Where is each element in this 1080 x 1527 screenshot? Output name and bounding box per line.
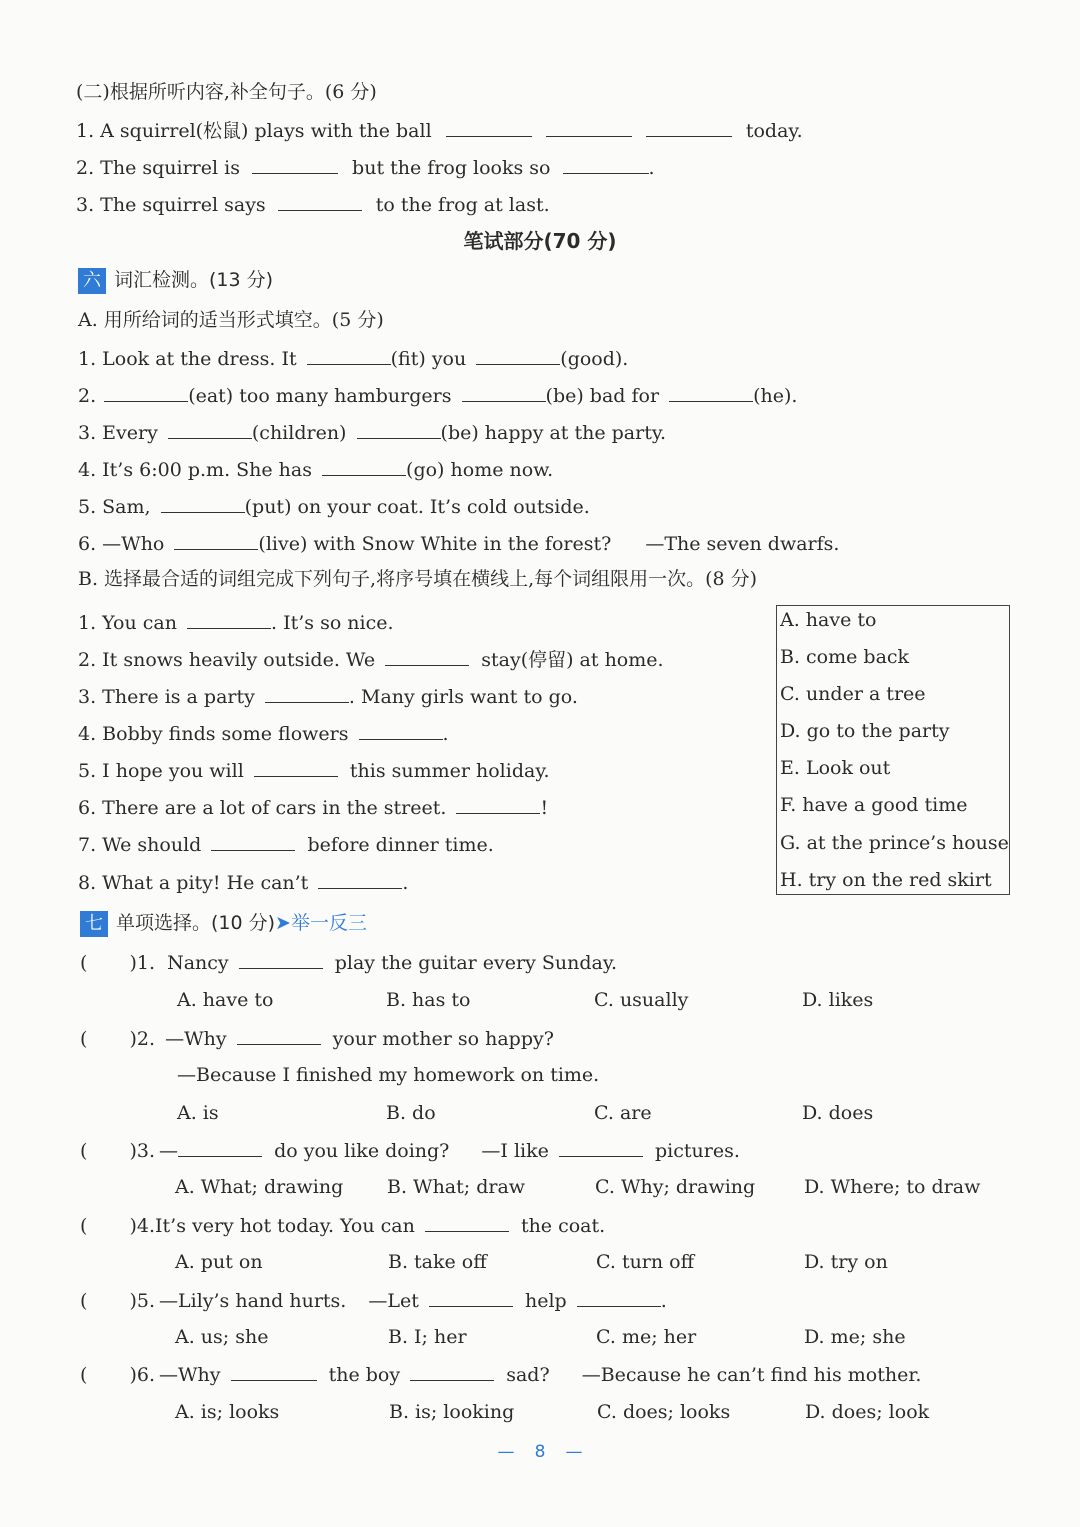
question-text: 6. There are a lot of cars in the street.: [78, 797, 447, 819]
option-c[interactable]: C. me; her: [596, 1326, 697, 1348]
mc-q2: [80, 1026, 554, 1051]
partB-q7: [78, 832, 494, 857]
option-d[interactable]: D. try on: [804, 1251, 888, 1273]
option-c[interactable]: C. does; looks: [597, 1401, 731, 1423]
question-text: the coat.: [520, 1215, 606, 1237]
question-text: (put) on your coat. It’s cold outside.: [244, 496, 590, 518]
question-text: (live) with Snow White in the forest?: [258, 533, 612, 555]
section6-tag: 六: [78, 268, 106, 294]
question-text: 3. There is a party: [78, 686, 255, 708]
answer-blank[interactable]: [187, 610, 271, 629]
section7-header: [80, 911, 367, 937]
option-b[interactable]: B. is; looking: [389, 1401, 515, 1423]
question-text: —Why: [165, 1028, 227, 1050]
mc-q6: [80, 1362, 921, 1387]
answer-blank[interactable]: [357, 420, 441, 439]
question-text: 7. We should: [78, 834, 202, 856]
question-text: 4. It’s 6:00 p.m. She has: [78, 459, 312, 481]
partB-q6: [78, 795, 548, 820]
partA-heading: A. 用所给词的适当形式填空。(5 分): [78, 309, 384, 331]
question-number: )2.: [129, 1028, 156, 1050]
option-c[interactable]: C. are: [594, 1102, 652, 1124]
partA-q3: [78, 420, 666, 445]
question-text: the boy: [328, 1364, 401, 1386]
page-footer: [0, 1439, 1080, 1464]
option-d[interactable]: D. does: [802, 1102, 874, 1124]
answer-blank[interactable]: [410, 1362, 494, 1381]
partA-q1: [78, 346, 628, 371]
mc-q4: [80, 1213, 605, 1238]
question-text: your mother so happy?: [332, 1028, 554, 1050]
question-text: sad?: [506, 1364, 550, 1386]
answer-blank[interactable]: [476, 346, 560, 365]
answer-blank[interactable]: [546, 118, 632, 137]
question-text: Nancy: [167, 952, 229, 974]
option-a[interactable]: A. What; drawing: [175, 1176, 344, 1198]
listening-q1-end: today.: [745, 120, 803, 142]
answer-blank[interactable]: [254, 758, 338, 777]
phrase-option: A. have to: [780, 609, 877, 631]
answer-blank[interactable]: [385, 647, 469, 666]
question-text: .: [402, 872, 409, 894]
listening-q3: [76, 192, 550, 217]
partB-q1: [78, 610, 394, 635]
question-text: (fit) you: [390, 348, 467, 370]
question-number: )1.: [129, 952, 156, 974]
mc-q5: [80, 1288, 667, 1313]
answer-blank[interactable]: [211, 832, 295, 851]
answer-blank[interactable]: [559, 1138, 643, 1157]
partB-q8: [78, 870, 408, 895]
phrase-option: H. try on the red skirt: [780, 869, 992, 891]
question-text: before dinner time.: [307, 834, 494, 856]
question-text: (go) home now.: [406, 459, 554, 481]
question-number: )3.: [129, 1140, 156, 1162]
written-part-title: 笔试部分(70 分): [463, 229, 617, 253]
answer-blank[interactable]: [462, 383, 546, 402]
question-text: 5. Sam,: [78, 496, 151, 518]
listening-heading: (二)根据所听内容,补全句子。(6 分): [76, 81, 377, 103]
question-text: .: [442, 723, 449, 745]
question-text: It’s very hot today. You can: [155, 1215, 415, 1237]
phrase-option: C. under a tree: [780, 683, 926, 705]
answer-blank[interactable]: [446, 118, 532, 137]
answer-blank[interactable]: [265, 684, 349, 703]
question-text: (be) happy at the party.: [440, 422, 667, 444]
option-c[interactable]: C. turn off: [596, 1251, 695, 1273]
partA-q2: [78, 383, 797, 408]
phrase-option: E. Look out: [780, 757, 891, 779]
answer-blank[interactable]: [425, 1213, 509, 1232]
partB-q5: [78, 758, 550, 783]
section6-header: [78, 268, 273, 294]
option-b[interactable]: B. take off: [388, 1251, 487, 1273]
answer-blank[interactable]: [104, 383, 188, 402]
option-b[interactable]: B. has to: [386, 989, 471, 1011]
question-text: —Let: [368, 1290, 419, 1312]
question-text: —Lily’s hand hurts.: [159, 1290, 347, 1312]
phrase-option: D. go to the party: [780, 720, 950, 742]
phrase-option: F. have a good time: [780, 794, 968, 816]
partB-q4: [78, 721, 449, 746]
page-number: 8: [534, 1442, 546, 1462]
option-b[interactable]: B. do: [386, 1102, 436, 1124]
answer-paren[interactable]: (: [80, 1215, 88, 1237]
question-text: (be) bad for: [545, 385, 660, 407]
mc-q2-response: —Because I finished my homework on time.: [177, 1064, 600, 1086]
question-text: this summer holiday.: [349, 760, 550, 782]
answer-blank[interactable]: [563, 155, 649, 174]
answer-paren[interactable]: (: [80, 1290, 88, 1312]
partA-q4: [78, 457, 553, 482]
listening-q2-text: 2. The squirrel is: [76, 157, 240, 179]
phrase-option: G. at the prince’s house: [780, 832, 1009, 854]
question-text: .: [660, 1290, 667, 1312]
footer-dash: —: [565, 1442, 583, 1462]
listening-q3-text: 3. The squirrel says: [76, 194, 266, 216]
option-d[interactable]: D. me; she: [804, 1326, 906, 1348]
question-text: 4. Bobby finds some flowers: [78, 723, 349, 745]
partB-q3: [78, 684, 578, 709]
answer-blank[interactable]: [239, 950, 323, 969]
option-d[interactable]: D. likes: [802, 989, 874, 1011]
option-a[interactable]: A. is; looks: [175, 1401, 280, 1423]
option-a[interactable]: A. us; she: [175, 1326, 269, 1348]
question-text: 2. It snows heavily outside. We: [78, 649, 376, 671]
answer-blank[interactable]: [278, 192, 362, 211]
listening-q2-mid: but the frog looks so: [352, 157, 551, 179]
answer-blank[interactable]: [252, 155, 338, 174]
option-d[interactable]: D. does; look: [805, 1401, 930, 1423]
listening-q3-end: to the frog at last.: [375, 194, 550, 216]
option-d[interactable]: D. Where; to draw: [804, 1176, 981, 1198]
question-number: )5.: [129, 1290, 156, 1312]
question-text: 6. —Who: [78, 533, 165, 555]
answer-blank[interactable]: [359, 721, 443, 740]
mc-q1: [80, 950, 617, 975]
question-text: play the guitar every Sunday.: [334, 952, 618, 974]
partA-q6: [78, 531, 839, 556]
answer-paren[interactable]: (: [80, 1140, 88, 1162]
partB-heading: B. 选择最合适的词组完成下列句子,将序号填在横线上,每个词组限用一次。(8 分): [78, 568, 758, 590]
section7-heading: 单项选择。(10 分): [116, 912, 276, 934]
question-text: . It’s so nice.: [271, 612, 394, 634]
answer-blank[interactable]: [231, 1362, 317, 1381]
question-text: 8. What a pity! He can’t: [78, 872, 309, 894]
answer-blank[interactable]: [429, 1288, 513, 1307]
option-c[interactable]: C. usually: [594, 989, 689, 1011]
footer-dash: —: [497, 1442, 515, 1462]
answer-blank[interactable]: [646, 118, 732, 137]
section7-tag: 七: [80, 911, 108, 937]
answer-blank[interactable]: [174, 531, 258, 550]
question-text: !: [540, 797, 549, 819]
question-text: (good).: [560, 348, 629, 370]
listening-q1: [76, 118, 803, 143]
mc-q3: [80, 1138, 740, 1163]
question-text: —I like: [481, 1140, 549, 1162]
question-text: help: [524, 1290, 567, 1312]
option-b[interactable]: B. I; her: [388, 1326, 467, 1348]
answer-blank[interactable]: [318, 870, 402, 889]
option-b[interactable]: B. What; draw: [387, 1176, 526, 1198]
option-c[interactable]: C. Why; drawing: [595, 1176, 756, 1198]
question-text: (children): [251, 422, 347, 444]
question-text: 3. Every: [78, 422, 158, 444]
question-text: —Why: [159, 1364, 221, 1386]
question-text: 2.: [78, 385, 97, 407]
answer-blank[interactable]: [669, 383, 753, 402]
phrase-option: B. come back: [780, 646, 910, 668]
answer-blank[interactable]: [237, 1026, 321, 1045]
answer-blank[interactable]: [161, 494, 245, 513]
question-text: stay(停留) at home.: [481, 649, 664, 671]
listening-q2-end: .: [648, 157, 655, 179]
listening-q2: [76, 155, 655, 180]
phrase-options-box: [776, 605, 1010, 895]
question-text: —: [159, 1140, 179, 1162]
answer-blank[interactable]: [577, 1288, 661, 1307]
listening-q1-text: 1. A squirrel(松鼠) plays with the ball: [76, 120, 432, 142]
answer-paren[interactable]: (: [80, 1364, 88, 1386]
answer-blank[interactable]: [168, 420, 252, 439]
question-text: (he).: [753, 385, 798, 407]
question-text: do you like doing?: [274, 1140, 450, 1162]
question-text: 1. You can: [78, 612, 177, 634]
extension-link[interactable]: ➤举一反三: [275, 912, 367, 934]
answer-paren[interactable]: (: [80, 1028, 88, 1050]
question-text: —Because he can’t find his mother.: [581, 1364, 922, 1386]
option-a[interactable]: A. put on: [175, 1251, 263, 1273]
answer-paren[interactable]: (: [80, 952, 88, 974]
answer-blank[interactable]: [178, 1138, 262, 1157]
partB-q2: [78, 647, 664, 672]
option-a[interactable]: A. have to: [177, 989, 274, 1011]
question-number: )6.: [129, 1364, 156, 1386]
answer-blank[interactable]: [456, 795, 540, 814]
question-text: . Many girls want to go.: [348, 686, 578, 708]
option-a[interactable]: A. is: [177, 1102, 219, 1124]
question-text: pictures.: [654, 1140, 740, 1162]
question-number: )4.: [129, 1215, 156, 1237]
partA-q5: [78, 494, 590, 519]
question-text: 1. Look at the dress. It: [78, 348, 297, 370]
question-text: (eat) too many hamburgers: [188, 385, 452, 407]
section6-heading: 词汇检测。(13 分): [114, 269, 274, 291]
answer-blank[interactable]: [322, 457, 406, 476]
question-answer-text: —The seven dwarfs.: [645, 533, 840, 555]
answer-blank[interactable]: [307, 346, 391, 365]
question-text: 5. I hope you will: [78, 760, 244, 782]
